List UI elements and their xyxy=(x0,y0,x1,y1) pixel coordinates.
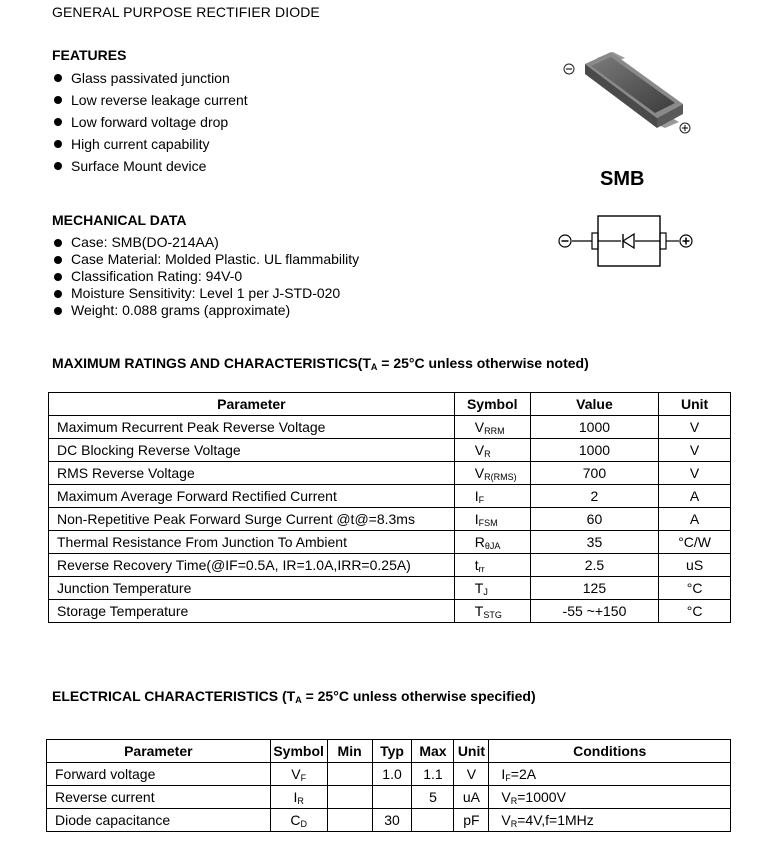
unit-cell: °C/W xyxy=(659,531,731,554)
mechanical-item: Weight: 0.088 grams (approximate) xyxy=(52,302,359,319)
parameter-cell: Maximum Average Forward Rectified Current xyxy=(49,485,455,508)
symbol-main: V xyxy=(474,464,485,481)
mechanical-item: Moisture Sensitivity: Level 1 per J-STD-020 xyxy=(52,285,359,302)
symbol-subscript: rr xyxy=(478,563,485,574)
diode-symbol-diagram xyxy=(555,210,700,272)
ratings-heading-sub: A xyxy=(370,362,378,372)
document-title: GENERAL PURPOSE RECTIFIER DIODE xyxy=(52,4,320,20)
electrical-header-row xyxy=(47,740,731,763)
mechanical-item: Classification Rating: 94V-0 xyxy=(52,268,359,285)
symbol-cell xyxy=(454,508,530,531)
table-row xyxy=(49,600,731,623)
table-row xyxy=(49,554,731,577)
conditions-cell xyxy=(489,786,731,809)
mechanical-item: Case: SMB(DO-214AA) xyxy=(52,234,359,251)
condition-tail: =2A xyxy=(510,765,537,782)
col-header-conditions: Conditions xyxy=(489,740,731,763)
symbol-main: T xyxy=(474,579,484,596)
table-row xyxy=(49,439,731,462)
value-cell: 1000 xyxy=(530,416,659,439)
value-cell: 2 xyxy=(530,485,659,508)
table-row xyxy=(49,508,731,531)
unit-cell: °C xyxy=(659,577,731,600)
symbol-subscript: STG xyxy=(483,609,502,620)
parameter-cell: Storage Temperature xyxy=(49,600,455,623)
value-cell: 1000 xyxy=(530,439,659,462)
col-header-parameter: Parameter xyxy=(49,393,455,416)
value-cell: 2.5 xyxy=(530,554,659,577)
symbol-subscript: RRM xyxy=(484,425,505,436)
symbol-subscript: θJA xyxy=(484,540,501,551)
ratings-heading xyxy=(52,355,589,372)
symbol-main: V xyxy=(474,441,485,458)
electrical-heading-tail: = 25°C unless otherwise specified) xyxy=(301,688,536,704)
parameter-cell: Junction Temperature xyxy=(49,577,455,600)
table-row xyxy=(49,416,731,439)
symbol-cell xyxy=(454,439,530,462)
symbol-main: I xyxy=(474,510,479,527)
condition-subscript: R xyxy=(510,795,518,806)
symbol-main: I xyxy=(474,487,479,504)
value-cell: 35 xyxy=(530,531,659,554)
feature-item: Low forward voltage drop xyxy=(52,111,248,133)
table-row xyxy=(49,531,731,554)
symbol-main: V xyxy=(291,765,301,782)
smb-package-image xyxy=(555,48,705,148)
condition-main: I xyxy=(501,765,506,782)
unit-cell: A xyxy=(659,485,731,508)
col-header-typ: Typ xyxy=(372,740,412,763)
typ-cell: 30 xyxy=(372,809,412,832)
symbol-cell xyxy=(454,600,530,623)
symbol-cell xyxy=(454,554,530,577)
symbol-main: T xyxy=(474,602,484,619)
symbol-main: I xyxy=(293,788,298,805)
value-cell: 60 xyxy=(530,508,659,531)
symbol-main: R xyxy=(474,533,485,550)
condition-subscript: F xyxy=(505,772,511,783)
features-list xyxy=(52,67,248,177)
ratings-heading-tail: = 25°C unless otherwise noted) xyxy=(377,355,589,371)
col-header-parameter: Parameter xyxy=(47,740,271,763)
parameter-cell: Thermal Resistance From Junction To Ambient xyxy=(49,531,455,554)
unit-cell: °C xyxy=(659,600,731,623)
ratings-heading-main: MAXIMUM RATINGS AND CHARACTERISTICS(T xyxy=(52,355,371,371)
col-header-symbol: Symbol xyxy=(270,740,327,763)
ratings-header-row xyxy=(49,393,731,416)
symbol-main: t xyxy=(474,556,479,573)
min-cell xyxy=(327,786,372,809)
parameter-cell: Diode capacitance xyxy=(47,809,271,832)
symbol-subscript: F xyxy=(300,772,307,783)
feature-item: Surface Mount device xyxy=(52,155,248,177)
electrical-heading-sub: A xyxy=(295,695,302,705)
col-header-max: Max xyxy=(412,740,454,763)
symbol-cell xyxy=(270,763,327,786)
symbol-subscript: J xyxy=(483,586,488,597)
min-cell xyxy=(327,809,372,832)
symbol-cell xyxy=(454,531,530,554)
electrical-heading xyxy=(52,688,536,705)
symbol-cell xyxy=(270,809,327,832)
unit-cell: V xyxy=(659,462,731,485)
condition-tail: =4V,f=1MHz xyxy=(517,811,594,828)
mechanical-heading: MECHANICAL DATA xyxy=(52,212,187,228)
typ-cell: 1.0 xyxy=(372,763,412,786)
package-name: SMB xyxy=(600,168,645,190)
symbol-cell xyxy=(454,416,530,439)
max-cell: 5 xyxy=(412,786,454,809)
col-header-min: Min xyxy=(327,740,372,763)
electrical-table xyxy=(46,739,731,832)
typ-cell xyxy=(372,786,412,809)
table-row xyxy=(49,485,731,508)
condition-main: V xyxy=(501,788,511,805)
parameter-cell: Reverse current xyxy=(47,786,271,809)
max-cell: 1.1 xyxy=(412,763,454,786)
mechanical-item: Case Material: Molded Plastic. UL flammability xyxy=(52,251,359,268)
col-header-symbol: Symbol xyxy=(454,393,530,416)
symbol-subscript: R xyxy=(297,795,304,806)
symbol-cell xyxy=(270,786,327,809)
symbol-cell xyxy=(454,462,530,485)
conditions-cell xyxy=(489,809,731,832)
symbol-main: V xyxy=(474,418,485,435)
col-header-unit: Unit xyxy=(659,393,731,416)
electrical-heading-main: ELECTRICAL CHARACTERISTICS (T xyxy=(52,688,296,704)
table-row xyxy=(47,786,731,809)
parameter-cell: Forward voltage xyxy=(47,763,271,786)
ratings-table xyxy=(48,392,731,623)
parameter-cell: Reverse Recovery Time(@IF=0.5A, IR=1.0A,IRR=0.25A) xyxy=(49,554,455,577)
unit-cell: uA xyxy=(454,786,489,809)
col-header-value: Value xyxy=(530,393,659,416)
value-cell: 700 xyxy=(530,462,659,485)
symbol-subscript: R(RMS) xyxy=(484,471,517,482)
unit-cell: V xyxy=(659,416,731,439)
unit-cell: A xyxy=(659,508,731,531)
table-row xyxy=(49,577,731,600)
feature-item: Glass passivated junction xyxy=(52,67,248,89)
feature-item: High current capability xyxy=(52,133,248,155)
symbol-main: C xyxy=(290,811,301,828)
features-heading: FEATURES xyxy=(52,47,127,63)
conditions-cell xyxy=(489,763,731,786)
table-row xyxy=(47,763,731,786)
unit-cell: V xyxy=(454,763,489,786)
parameter-cell: Maximum Recurrent Peak Reverse Voltage xyxy=(49,416,455,439)
symbol-subscript: FSM xyxy=(478,517,498,528)
col-header-unit: Unit xyxy=(454,740,489,763)
condition-tail: =1000V xyxy=(517,788,566,805)
condition-main: V xyxy=(501,811,511,828)
symbol-cell xyxy=(454,485,530,508)
symbol-subscript: F xyxy=(478,494,485,505)
table-row xyxy=(47,809,731,832)
unit-cell: pF xyxy=(454,809,489,832)
mechanical-list xyxy=(52,234,359,319)
max-cell xyxy=(412,809,454,832)
parameter-cell: Non-Repetitive Peak Forward Surge Current @t@=8.3ms xyxy=(49,508,455,531)
parameter-cell: RMS Reverse Voltage xyxy=(49,462,455,485)
symbol-cell xyxy=(454,577,530,600)
unit-cell: uS xyxy=(659,554,731,577)
value-cell: 125 xyxy=(530,577,659,600)
condition-subscript: R xyxy=(510,818,518,829)
value-cell: -55 ~+150 xyxy=(530,600,659,623)
feature-item: Low reverse leakage current xyxy=(52,89,248,111)
symbol-subscript: R xyxy=(484,448,491,459)
min-cell xyxy=(327,763,372,786)
unit-cell: V xyxy=(659,439,731,462)
symbol-subscript: D xyxy=(300,818,307,829)
table-row xyxy=(49,462,731,485)
parameter-cell: DC Blocking Reverse Voltage xyxy=(49,439,455,462)
